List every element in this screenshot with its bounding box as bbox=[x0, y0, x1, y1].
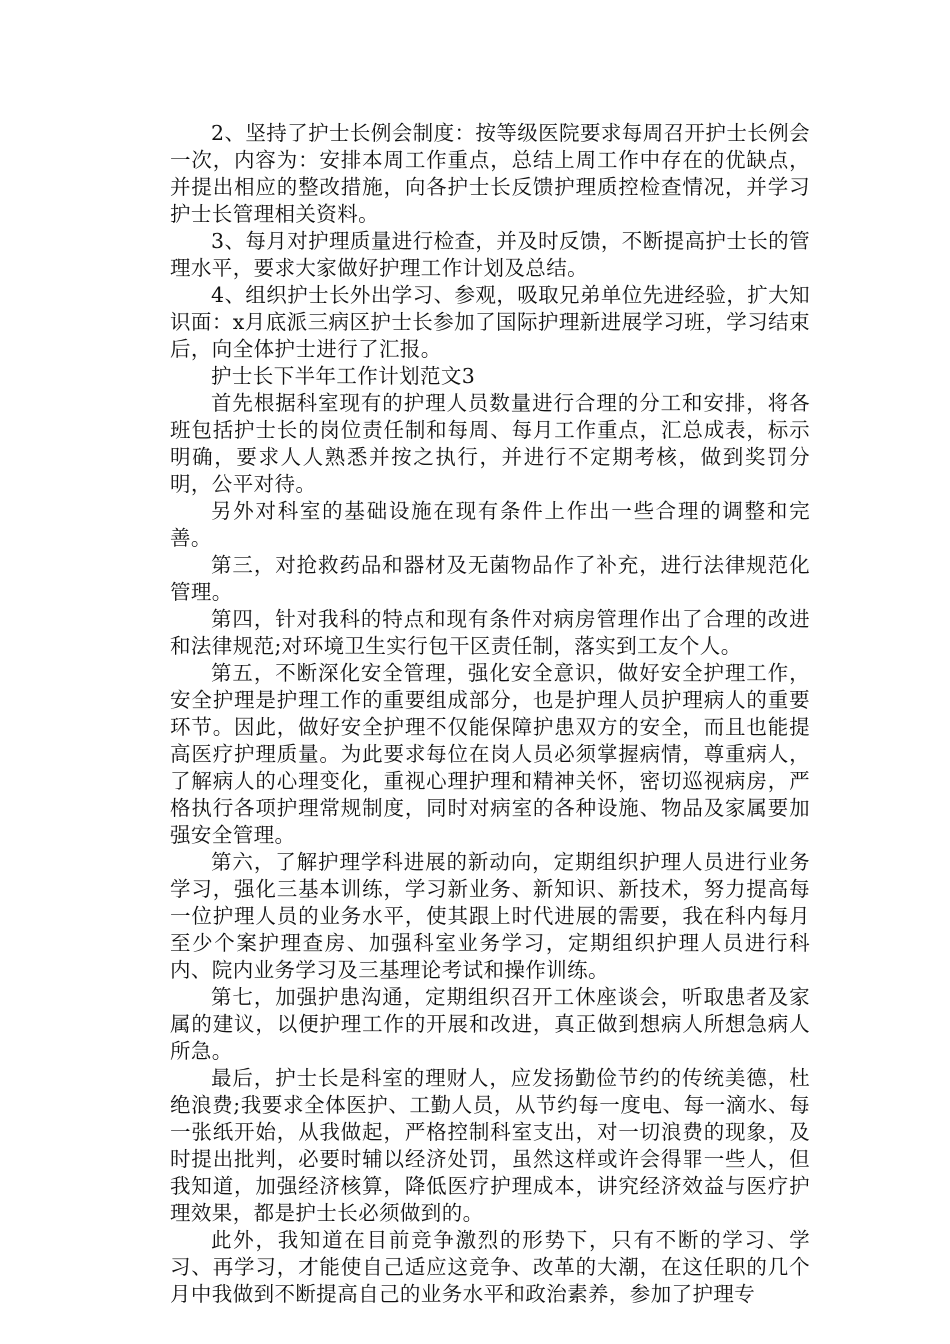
paragraph-first: 首先根据科室现有的护理人员数量进行合理的分工和安排，将各班包括护士长的岗位责任制和每周、每月工作重点，汇总成表，标示明确，要求人人熟悉并按之执行，并进行不定期考核，做到奖罚分明，公平对待。 bbox=[170, 391, 810, 496]
paragraph-moreover: 此外，我知道在目前竞争激烈的形势下，只有不断的学习、学习、再学习，才能使自己适应这竞争、改革的大潮，在这任职的几个月中我做到不断提高自己的业务水平和政治素养，参加了护理专 bbox=[170, 1228, 810, 1306]
paragraph-fourth: 第四，针对我科的特点和现有条件对病房管理作出了合理的改进和法律规范;对环境卫生实行包干区责任制，落实到工友个人。 bbox=[170, 607, 810, 658]
paragraph-sixth: 第六，了解护理学科进展的新动向，定期组织护理人员进行业务学习，强化三基本训练，学习新业务、新知识、新技术，努力提高每一位护理人员的业务水平，使其跟上时代进展的需要，我在科内每月至少个案护理查房、加强科室业务学习，定期组织护理人员进行科内、院内业务学习及三基理论考试和操作训练。 bbox=[170, 850, 810, 982]
paragraph-finally: 最后，护士长是科室的理财人，应发扬勤俭节约的传统美德，杜绝浪费;我要求全体医护、工勤人员，从节约每一度电、每一滴水、每一张纸开始，从我做起，严格控制科室支出，对一切浪费的现象，及时提出批判，必要时辅以经济处罚，虽然这样或许会得罪一些人，但我知道，加强经济核算，降低医疗护理成本，讲究经济效益与医疗护理效果，都是护士长必须做到的。 bbox=[170, 1066, 810, 1225]
paragraph-item-4: 4、组织护士长外出学习、参观，吸取兄弟单位先进经验，扩大知识面：x月底派三病区护士长参加了国际护理新进展学习班，学习结束后，向全体护士进行了汇报。 bbox=[170, 283, 810, 361]
paragraph-seventh: 第七，加强护患沟通，定期组织召开工休座谈会，听取患者及家属的建议，以便护理工作的开展和改进，真正做到想病人所想急病人所急。 bbox=[170, 985, 810, 1063]
paragraph-third: 第三，对抢救药品和器材及无菌物品作了补充，进行法律规范化管理。 bbox=[170, 553, 810, 604]
paragraph-facilities: 另外对科室的基础设施在现有条件上作出一些合理的调整和完善。 bbox=[170, 499, 810, 550]
document-body bbox=[170, 120, 810, 1308]
paragraph-fifth: 第五，不断深化安全管理，强化安全意识，做好安全护理工作，安全护理是护理工作的重要组成部分，也是护理人员护理病人的重要环节。因此，做好安全护理不仅能保障护患双方的安全，而且也能提高医疗护理质量。为此要求每位在岗人员必须掌握病情，尊重病人，了解病人的心理变化，重视心理护理和精神关怀，密切巡视病房，严格执行各项护理常规制度，同时对病室的各种设施、物品及家属要加强安全管理。 bbox=[170, 661, 810, 847]
paragraph-item-2: 2、坚持了护士长例会制度：按等级医院要求每周召开护士长例会一次，内容为：安排本周工作重点，总结上周工作中存在的优缺点，并提出相应的整改措施，向各护士长反馈护理质控检查情况，并学习护士长管理相关资料。 bbox=[170, 121, 810, 226]
section-heading: 护士长下半年工作计划范文3 bbox=[211, 364, 476, 388]
paragraph-item-3: 3、每月对护理质量进行检查，并及时反馈，不断提高护士长的管理水平，要求大家做好护理工作计划及总结。 bbox=[170, 229, 810, 280]
